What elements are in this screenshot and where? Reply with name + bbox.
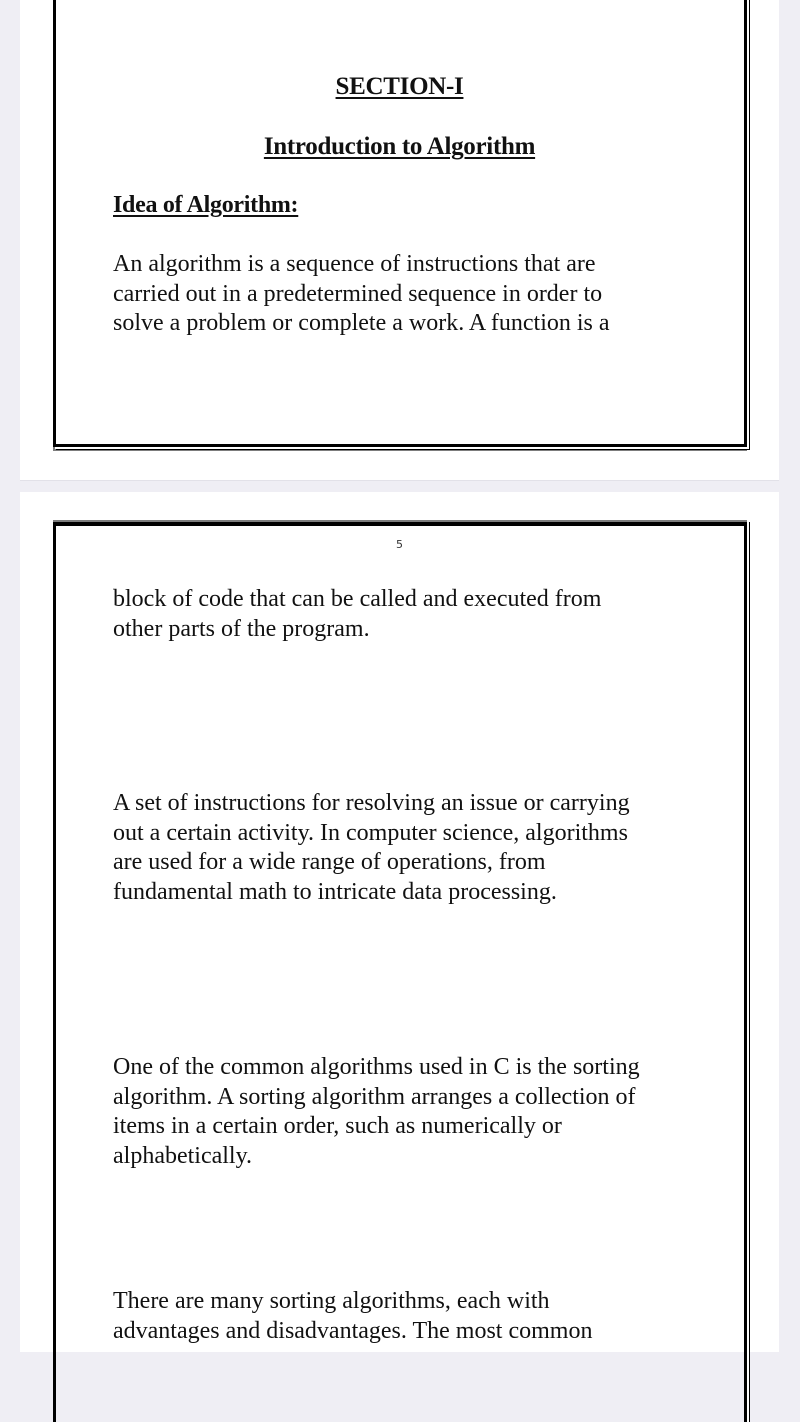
text-line: An algorithm is a sequence of instructions that are	[113, 251, 596, 277]
text-line: fundamental math to intricate data processing.	[113, 878, 557, 905]
text-line: advantages and disadvantages. The most common	[113, 1317, 593, 1344]
paragraph-intro	[113, 250, 713, 339]
text-line: There are many sorting algorithms, each with	[113, 1288, 550, 1314]
text-line: out a certain activity. In computer science, algorithms	[113, 819, 628, 846]
section-title: SECTION-I	[335, 73, 464, 100]
document-page-2	[20, 492, 779, 1352]
text-line: block of code that can be called and executed from	[113, 586, 602, 612]
text-line: carried out in a predetermined sequence in order to	[113, 280, 603, 307]
text-line: are used for a wide range of operations, from	[113, 849, 546, 875]
paragraph-many-sorting-algorithms	[113, 1287, 713, 1346]
text-line: A set of instructions for resolving an issue or carrying	[113, 790, 630, 816]
paragraph-sorting-algorithm	[113, 1053, 713, 1171]
chapter-title: Introduction to Algorithm	[263, 133, 536, 160]
text-line: alphabetically.	[113, 1142, 253, 1169]
text-line: algorithm. A sorting algorithm arranges a collection of	[113, 1083, 636, 1110]
text-line: other parts of the program.	[113, 615, 370, 642]
paragraph-function-continued	[113, 585, 713, 644]
page-number: 5	[396, 538, 403, 551]
paragraph-set-of-instructions	[113, 789, 713, 907]
text-line: items in a certain order, such as numerically or	[113, 1113, 562, 1139]
subheading-idea-of-algorithm: Idea of Algorithm:	[113, 192, 299, 218]
text-line: solve a problem or complete a work. A function is a	[113, 310, 610, 336]
document-page-1	[20, 0, 779, 481]
text-line: One of the common algorithms used in C is the sorting	[113, 1054, 640, 1080]
page-border-frame	[53, 0, 747, 447]
